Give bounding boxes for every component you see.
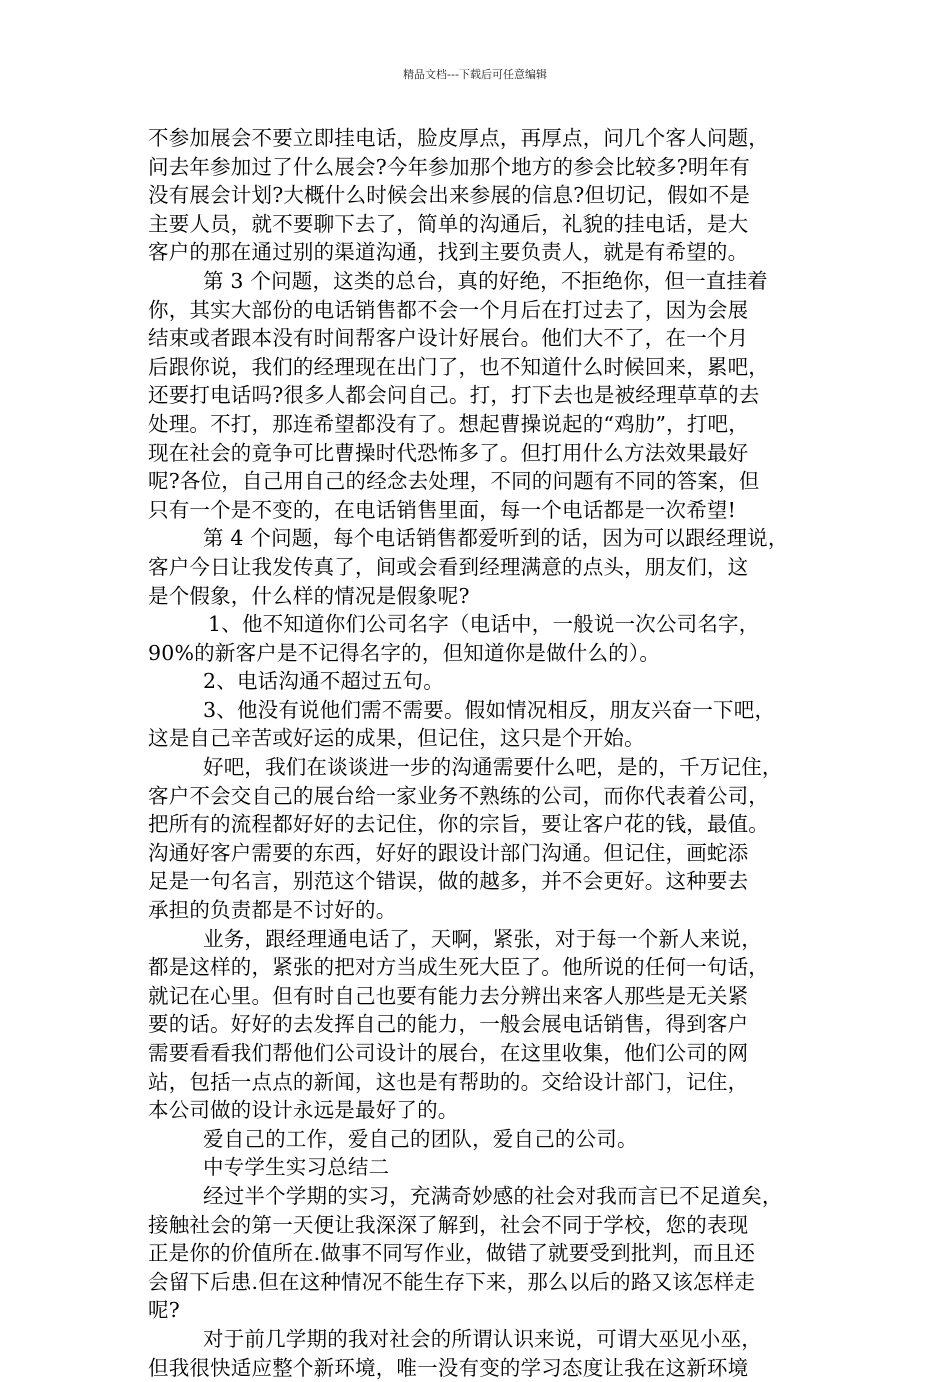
text-line: 就记在心里。但有时自己也要有能力去分辨出来客人那些是无关紧 xyxy=(148,983,749,1008)
text-line: 本公司做的设计永远是最好了的。 xyxy=(148,1098,459,1123)
text-line: 这是自己辛苦或好运的成果，但记住，这只是个开始。 xyxy=(148,726,645,751)
text-line: 呢?各位，自己用自己的经念去处理，不同的问题有不同的答案，但 xyxy=(148,469,760,494)
text-line: 会留下后患.但在这种情况不能生存下来，那么以后的路又该怎样走 xyxy=(148,1269,756,1294)
text-line: 都是这样的，紧张的把对方当成生死大臣了。他所说的任何一句话， xyxy=(148,955,769,980)
text-line: 经过半个学期的实习，充满奇妙感的社会对我而言已不足道矣， xyxy=(203,1183,783,1208)
text-line: 90%的新客户是不记得名字的，但知道你是做什么的）。 xyxy=(148,640,661,665)
text-line: 客户不会交自己的展台给一家业务不熟练的公司，而你代表着公司， xyxy=(148,783,769,808)
text-line: 客户今日让我发传真了，间或会看到经理满意的点头，朋友们，这 xyxy=(148,554,749,579)
text-line: 把所有的流程都好好的去记住，你的宗旨，要让客户花的钱，最值。 xyxy=(148,812,769,837)
text-line: 接触社会的第一天便让我深深了解到，社会不同于学校，您的表现 xyxy=(148,1212,749,1237)
text-line: 2、电话沟通不超过五句。 xyxy=(203,669,444,694)
text-line: 要的话。好好的去发挥自己的能力，一般会展电话销售，得到客户 xyxy=(148,1012,749,1037)
page-header: 精品文档---下载后可任意编辑 xyxy=(403,68,547,81)
text-line: 还要打电话吗?很多人都会问自己。打，打下去也是被经理草草的去 xyxy=(148,383,760,408)
document-body xyxy=(148,124,804,1382)
text-line: 你，其实大部份的电话销售都不会一个月后在打过去了，因为会展 xyxy=(148,297,749,322)
text-line: 爱自己的工作，爱自己的团队，爱自己的公司。 xyxy=(203,1126,638,1151)
text-line: 第 4 个问题，每个电话销售都爱听到的话，因为可以跟经理说， xyxy=(203,526,789,551)
text-line: 但我很快适应整个新环境，唯一没有变的学习态度让我在这新环境 xyxy=(148,1355,749,1380)
text-line: 好吧，我们在谈谈进一步的沟通需要什么吧，是的，千万记住， xyxy=(203,755,783,780)
text-line: 第 3 个问题，这类的总台，真的好绝，不拒绝你，但一直挂着 xyxy=(203,268,768,293)
text-line: 处理。不打，那连希望都没有了。想起曹操说起的“鸡肋”，打吧， xyxy=(148,411,749,436)
text-line: 正是你的价值所在.做事不同写作业，做错了就要受到批判，而且还 xyxy=(148,1241,756,1266)
text-line: 3、他没有说他们需不需要。假如情况相反，朋友兴奋一下吧， xyxy=(203,697,776,722)
text-line: 承担的负责都是不讨好的。 xyxy=(148,898,397,923)
text-line: 业务，跟经理通电话了，天啊，紧张，对于每一个新人来说， xyxy=(203,926,762,951)
text-line: 后跟你说，我们的经理现在出门了，也不知道什么时候回来，累吧， xyxy=(148,354,769,379)
text-line: 沟通好客户需要的东西，好好的跟设计部门沟通。但记住，画蛇添 xyxy=(148,840,749,865)
text-line: 不参加展会不要立即挂电话，脸皮厚点，再厚点，问几个客人问题， xyxy=(148,126,769,150)
text-line: 只有一个是不变的，在电话销售里面，每一个电话都是一次希望! xyxy=(148,497,737,522)
text-line: 足是一句名言，别范这个错误，做的越多，并不会更好。这种要去 xyxy=(148,869,749,894)
text-line: 是个假象，什么样的情况是假象呢? xyxy=(148,583,470,608)
text-line: 客户的那在通过别的渠道沟通，找到主要负责人，就是有希望的。 xyxy=(148,240,749,265)
text-line: 站，包括一点点的新闻，这也是有帮助的。交给设计部门，记住， xyxy=(148,1069,749,1094)
text-line: 问去年参加过了什么展会?今年参加那个地方的参会比较多?明年有 xyxy=(148,154,750,179)
text-line: 对于前几学期的我对社会的所谓认识来说，可谓大巫见小巫， xyxy=(203,1326,762,1351)
text-line: 1、他不知道你们公司名字（电话中，一般说一次公司名字， xyxy=(208,612,760,637)
text-line: 呢? xyxy=(148,1298,180,1323)
text-line: 结束或者跟本没有时间帮客户设计好展台。他们大不了，在一个月 xyxy=(148,326,749,351)
text-line: 现在社会的竟争可比曹操时代恐怖多了。但打用什么方法效果最好 xyxy=(148,440,749,465)
text-line: 主要人员，就不要聊下去了，简单的沟通后，礼貌的挂电话，是大 xyxy=(148,211,749,236)
text-line: 需要看看我们帮他们公司设计的展台，在这里收集，他们公司的网 xyxy=(148,1041,749,1065)
text-line: 中专学生实习总结二 xyxy=(203,1155,390,1180)
text-line: 没有展会计划?大概什么时候会出来参展的信息?但切记，假如不是 xyxy=(148,183,750,208)
